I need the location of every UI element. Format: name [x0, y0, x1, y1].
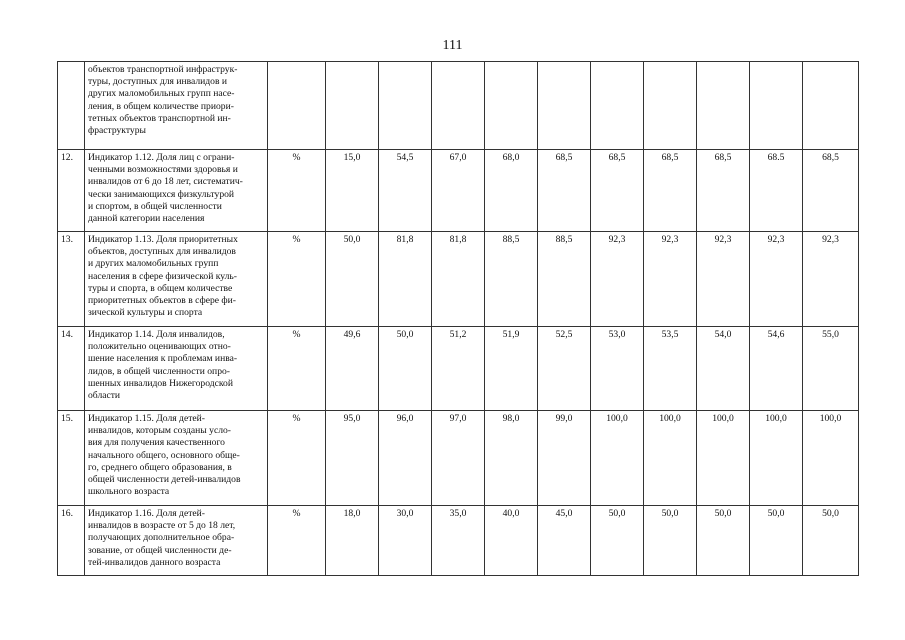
value-cell [644, 62, 697, 150]
table-row [58, 232, 859, 327]
unit-cell [268, 62, 326, 150]
value-cell: 68,5 [591, 150, 644, 232]
indicator-name: Индикатор 1.12. Доля лиц с ограни- ченными возможностями здоровья и инвалидов от 6 до 18 лет, систематич- чески занимающихся физкультурой и спортом, в общей численности данной категории населения [85, 150, 268, 232]
value-cell: 50,0 [697, 506, 750, 576]
value-cell: 81,8 [432, 232, 485, 327]
value-cell: 40,0 [485, 506, 538, 576]
value-cell: 92,3 [803, 232, 859, 327]
value-cell: 92,3 [697, 232, 750, 327]
unit-cell: % [268, 232, 326, 327]
value-cell: 53,5 [644, 327, 697, 411]
value-cell [750, 62, 803, 150]
value-cell: 81,8 [379, 232, 432, 327]
value-cell: 50,0 [750, 506, 803, 576]
unit-cell: % [268, 327, 326, 411]
value-cell: 68.5 [750, 150, 803, 232]
value-cell: 35,0 [432, 506, 485, 576]
indicators-table [57, 61, 859, 576]
value-cell: 51,9 [485, 327, 538, 411]
unit-cell: % [268, 411, 326, 506]
value-cell: 54,5 [379, 150, 432, 232]
value-cell: 100,0 [803, 411, 859, 506]
indicator-name: объектов транспортной инфраструк- туры, доступных для инвалидов и других маломобильных групп насе- ления, в общем количестве приори- тетных объектов транспортной ин- фраструктуры [85, 62, 268, 150]
page-number: 111 [442, 38, 463, 53]
value-cell: 55,0 [803, 327, 859, 411]
value-cell [803, 62, 859, 150]
row-number: 14. [58, 327, 85, 411]
value-cell: 95,0 [326, 411, 379, 506]
unit-cell: % [268, 150, 326, 232]
table-row [58, 411, 859, 506]
row-number: 12. [58, 150, 85, 232]
value-cell: 68,5 [697, 150, 750, 232]
value-cell: 96,0 [379, 411, 432, 506]
table-row [58, 62, 859, 150]
indicator-name: Индикатор 1.14. Доля инвалидов, положительно оценивающих отно- шение населения к проблемам инва- лидов, в общей численности опро- шенных инвалидов Нижегородской области [85, 327, 268, 411]
value-cell: 92,3 [591, 232, 644, 327]
value-cell: 52,5 [538, 327, 591, 411]
value-cell: 100,0 [644, 411, 697, 506]
value-cell: 68,5 [803, 150, 859, 232]
value-cell: 88,5 [485, 232, 538, 327]
row-number: 13. [58, 232, 85, 327]
value-cell: 30,0 [379, 506, 432, 576]
value-cell [379, 62, 432, 150]
value-cell: 68,5 [644, 150, 697, 232]
value-cell: 50,0 [644, 506, 697, 576]
value-cell: 100,0 [591, 411, 644, 506]
value-cell: 18,0 [326, 506, 379, 576]
value-cell: 100,0 [697, 411, 750, 506]
value-cell: 97,0 [432, 411, 485, 506]
value-cell [485, 62, 538, 150]
indicator-name: Индикатор 1.16. Доля детей- инвалидов в возрасте от 5 до 18 лет, получающих дополнительное обра- зование, от общей численности де- тей-инвалидов данного возраста [85, 506, 268, 576]
value-cell [432, 62, 485, 150]
value-cell [326, 62, 379, 150]
value-cell: 67,0 [432, 150, 485, 232]
value-cell: 99,0 [538, 411, 591, 506]
value-cell: 53,0 [591, 327, 644, 411]
value-cell: 92,3 [644, 232, 697, 327]
indicator-name: Индикатор 1.15. Доля детей- инвалидов, которым созданы усло- вия для получения качественного начального общего, основного обще- го, среднего общего образования, в общей численности детей-инвалидов школьного возраста [85, 411, 268, 506]
value-cell: 50,0 [803, 506, 859, 576]
value-cell: 100,0 [750, 411, 803, 506]
value-cell: 68,5 [538, 150, 591, 232]
row-number [58, 62, 85, 150]
value-cell: 68,0 [485, 150, 538, 232]
table-row [58, 150, 859, 232]
unit-cell: % [268, 506, 326, 576]
table-row [58, 327, 859, 411]
value-cell: 92,3 [750, 232, 803, 327]
value-cell: 15,0 [326, 150, 379, 232]
value-cell: 49,6 [326, 327, 379, 411]
value-cell: 50,0 [326, 232, 379, 327]
table-row [58, 506, 859, 576]
indicator-name: Индикатор 1.13. Доля приоритетных объектов, доступных для инвалидов и других маломобильных групп населения в сфере физической куль- туры и спорта, в общем количестве приоритетных объектов в сфере фи- зической культуры и спорта [85, 232, 268, 327]
value-cell: 45,0 [538, 506, 591, 576]
value-cell: 51,2 [432, 327, 485, 411]
value-cell [591, 62, 644, 150]
value-cell: 50,0 [379, 327, 432, 411]
row-number: 15. [58, 411, 85, 506]
value-cell: 98,0 [485, 411, 538, 506]
value-cell [697, 62, 750, 150]
value-cell: 88,5 [538, 232, 591, 327]
value-cell: 54,0 [697, 327, 750, 411]
row-number: 16. [58, 506, 85, 576]
value-cell: 54,6 [750, 327, 803, 411]
value-cell [538, 62, 591, 150]
value-cell: 50,0 [591, 506, 644, 576]
